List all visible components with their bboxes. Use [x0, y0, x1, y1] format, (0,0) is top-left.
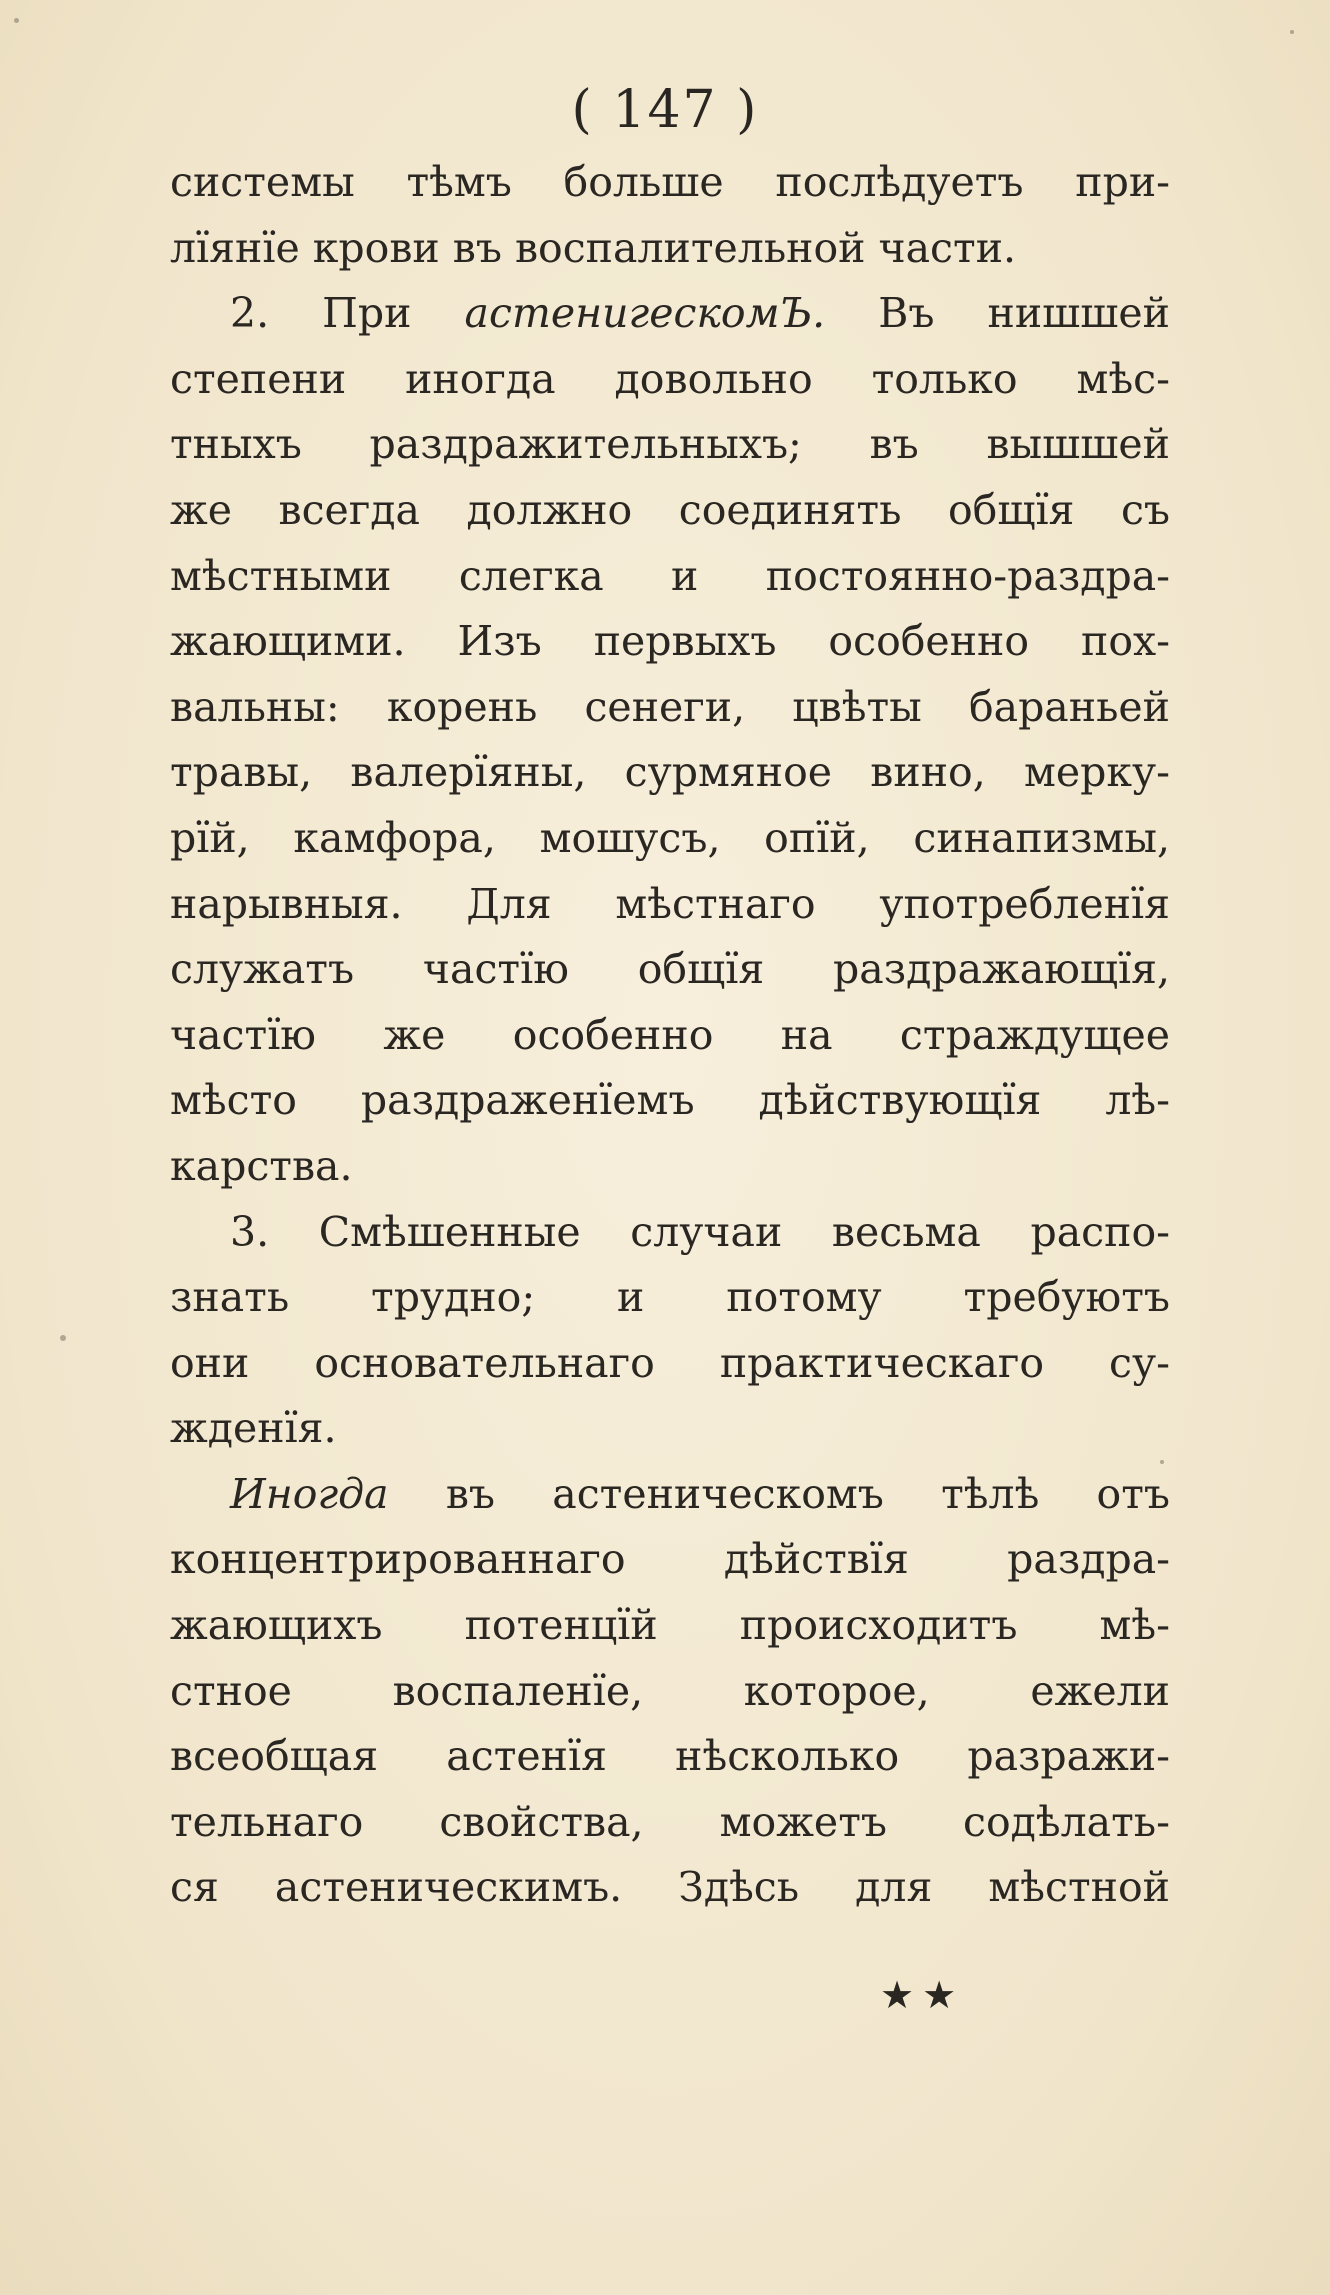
- text-line: нарывныя. Для мѣстнаго употребленїя: [170, 879, 1170, 928]
- text-line: ся астеническимъ. Здѣсь для мѣстной: [170, 1863, 1170, 1912]
- text-line: частїю же особенно на страждущее: [170, 1010, 1170, 1059]
- text-line: лїянїе крови въ воспалительной части.: [170, 223, 1017, 272]
- text-line: служатъ частїю общїя раздражающїя,: [170, 945, 1170, 994]
- text-line: концентрированнаго дѣйствїя раздра-: [170, 1535, 1170, 1584]
- text-line: жденїя.: [170, 1404, 337, 1453]
- text-line: [170, 1462, 1170, 1528]
- paper-speck: [1160, 1460, 1164, 1464]
- text-line: мѣстными слегка и постоянно-раздра-: [170, 551, 1170, 600]
- text-line: всеобщая астенїя нѣсколько разражи-: [170, 1732, 1170, 1781]
- line-continuation: Въ нишшей: [825, 289, 1171, 338]
- line-continuation: въ астеническомъ тѣлѣ отъ: [388, 1469, 1170, 1518]
- paper-speck: [14, 18, 19, 23]
- text-line: жающихъ потенцїй происходитъ мѣ-: [170, 1601, 1170, 1650]
- text-line: стное воспаленїе, которое, ежели: [170, 1666, 1170, 1715]
- text-line: они основательнаго практическаго су-: [170, 1338, 1170, 1387]
- signature-mark: ★★: [880, 1973, 965, 2017]
- body-text: [170, 150, 1170, 1921]
- section-number: 2. При: [230, 289, 465, 338]
- text-line: тныхъ раздражительныхъ; въ вышшей: [170, 420, 1170, 469]
- text-line: вальны: корень сенеги, цвѣты бараньей: [170, 682, 1170, 731]
- page-number: ( 147 ): [571, 80, 759, 140]
- italic-term: астенигескомЪ.: [464, 289, 826, 338]
- text-line: жающими. Изъ первыхъ особенно пох-: [170, 617, 1170, 666]
- text-line: травы, валерїяны, сурмяное вино, мерку-: [170, 748, 1170, 797]
- text-line: системы тѣмъ больше послѣдуетъ при-: [170, 158, 1170, 206]
- text-line: 3. Смѣшенные случаи весьма распо-: [230, 1207, 1170, 1256]
- text-line: [170, 281, 1170, 347]
- paper-speck: [1290, 30, 1294, 34]
- text-line: знать трудно; и потому требуютъ: [170, 1273, 1170, 1322]
- italic-term: Иногда: [230, 1469, 389, 1518]
- text-line: мѣсто раздраженїемъ дѣйствующїя лѣ-: [170, 1076, 1170, 1125]
- paper-speck: [60, 1335, 66, 1341]
- text-line: тельнаго свойства, можетъ содѣлать-: [170, 1797, 1170, 1846]
- text-line: же всегда должно соединять общїя съ: [170, 485, 1170, 534]
- text-line: рїй, камфора, мошусъ, опїй, синапизмы,: [170, 813, 1170, 862]
- text-line: степени иногда довольно только мѣс-: [170, 354, 1170, 403]
- text-line: карства.: [170, 1141, 353, 1190]
